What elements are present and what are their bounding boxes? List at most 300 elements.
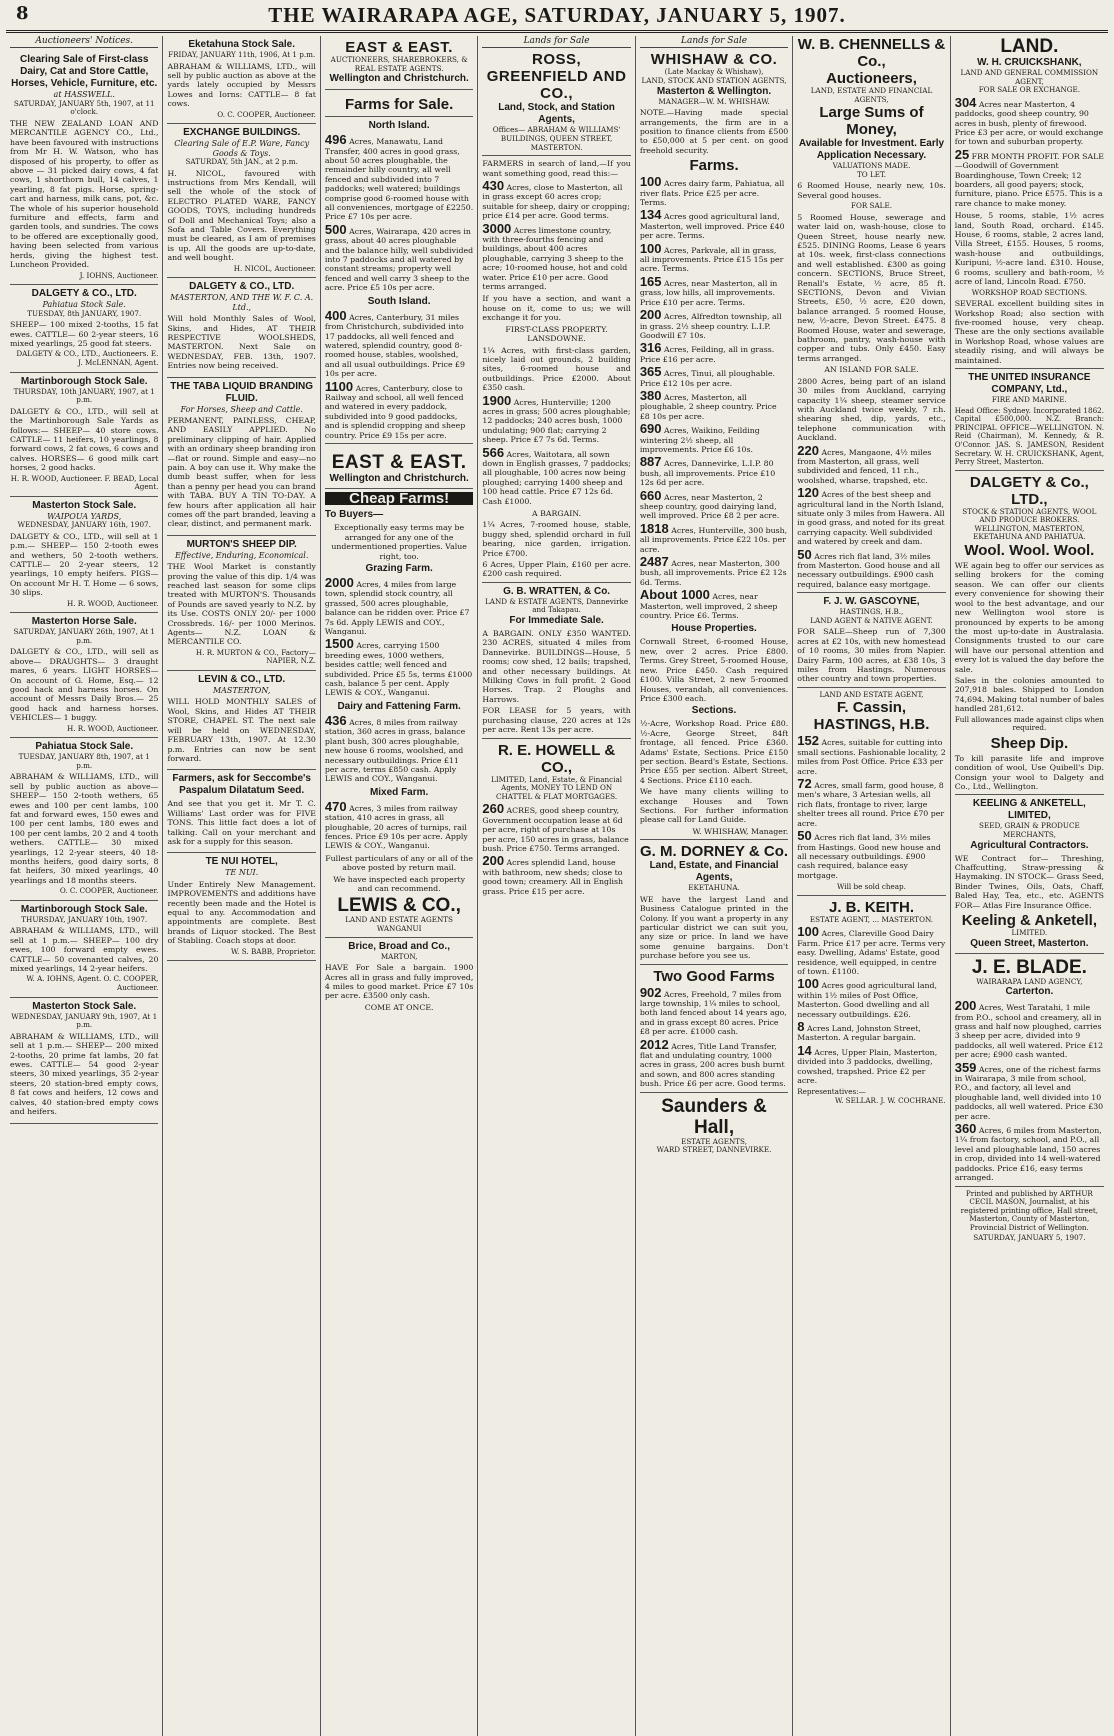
listing-lead: 1500 [324,636,354,652]
dalgety-subtitle: STOCK & STATION AGENTS, WOOL AND PRODUCE BROKERS. [962,506,1097,525]
notice-date: SATURDAY, JANUARY 26th, 1907, At 1 p.m. [13,627,155,645]
ross-greenfield-address: Offices— ABRAHAM & WILLIAMS' BUILDINGS, QUEEN STREET, MASTERTON. [492,125,621,152]
listing-lead: 496 [324,132,347,148]
notice-ad [10,613,158,738]
listing-text: Acres, Clareville Good Dairy Farm. Price £17 per acre. Terms very easy. Dwelling, Adams' Estate, good residence, well equipped, in centre of town. £1100. [797,929,946,976]
listing-text: Acres, Mangaone, 4½ miles from Masterton, all grass, well subdivided and fenced, 11 r.h., woolshed, wharse, trapshed, etc. [797,447,932,485]
listing-lead: 260 [482,801,505,817]
immediate-sale-heading: For Immediate Sale. [509,615,604,627]
listing-item [639,307,788,340]
listing-text: Acres, near Masterton, all in grass, low hills, all improvements. Price £10 per acre. Terms. [639,278,778,307]
listing-item [482,220,630,292]
listing-text: Acres, Waikino, Feilding wintering 2½ sheep, all improvements. Price £6 10s. [639,426,760,454]
notice-title: Clearing Sale of First-class Dairy, Cat and Store Cattle, Horses, Vehicle, Furniture, etc. [11,54,158,90]
workshop-text: SEVERAL excellent building sites in Workshop Road; also section with five-roomed house, very cheap. These are the only sections available in Workshop Road, whose values are steadily rising, and will always be maintained. [954,299,1105,365]
exchange-heading: FOR SALE OR EXCHANGE. [978,85,1081,95]
listing-text: Acres, near Masterton, well improved, 2 sheep country. Price £6. Terms. [639,592,778,621]
blade-title: J. E. BLADE. [971,956,1087,978]
listing-text: Acres good agricultural land, within 1½ miles of Post Office, Masterton. Good dwelling and all necessary outbuildings. £26. [797,981,937,1019]
notice-body: SHEEP— 100 mixed 2-tooths, 15 fat ewes. CATTLE— 60 2-year steers, 16 mixed yearlings, 25 good fat steers. [10,320,159,348]
listing-text: Acres, close to Masterton, all in grass except 60 acres crop; suitable for sheep, dairy or cropping; price £14 per acre. Good terms. [482,183,630,221]
listing-text: Acres good agricultural land, Masterton, well improved. Price £40 per acre. Terms. [639,212,785,241]
section-head: Auctioneers' Notices. [10,36,158,48]
notice-body: ABRAHAM & WILLIAMS, LTD., will sell at 1 p.m.— SHEEP— 200 mixed 2-tooths, 20 prime fat lambs, 20 fat ewes. CATTLE— 54 good 2-year steers, 30 mixed yearlings, 35 2-year steers, 20 station-bred empty cows, 8 fat cows and heifers, 12 cows and calves, 40 station-bred empty cows and heifers. [10,1031,159,1117]
notice-signature: W. A. IOHNS, Agent. O. C. COOPER, Auctioneer. [26,974,159,993]
notice-ad [10,901,158,998]
listing-item [482,392,631,445]
notice-subtitle: Effective, Enduring, Economical. [174,550,309,560]
keeling-subtitle: SEED, GRAIN & PRODUCE MERCHANTS, [979,821,1080,839]
fuller-particulars: Fullest particulars of any or all of the above posted by return mail. [325,853,474,873]
whishaw-place: Masterton & Wellington. [656,85,772,97]
listing-lead: 360 [954,1121,977,1137]
listing-item [639,387,788,421]
listing-lead: 316 [639,340,662,356]
listing-lead: 430 [482,178,505,193]
listing-item [954,1059,1104,1121]
listing-lead: 359 [954,1059,977,1075]
notice-body: THE NEW ZEALAND LOAN AND MERCANTILE AGENCY CO., Ltd., have been favoured with instructions from Mr H. W. Watson, who has disposed of his property, to offer as above — 31 picked dairy cows, 4 fat cows, 1 shorthorn bull, 14 calves, 1 yearling, 8 fat pigs. Horse, spring-cart and harness, milk cans, pot, &c. The whole of his superior household furniture and effects, farm and garden tools, and sundries. The cows to be offered are exceptionally good, having been selected from various herds, giving the highest test. Luncheon Provided. [10,119,159,270]
listing-lead: 887 [639,454,662,470]
cassin-place: HASTINGS, H.B. [813,716,930,734]
bargain-heading: A BARGAIN. [532,509,582,518]
more-listings [482,392,631,506]
listing-item [324,712,473,784]
mixed-listings [324,798,473,851]
notice-ad [10,497,158,613]
keith-title: J. B. KEITH. [828,898,914,916]
chennells-subtitle: Auctioneers, [826,70,917,87]
listing-text: Acres Land, Johnston Street, Masterton. A regular bargain. [797,1023,921,1043]
island-heading: AN ISLAND FOR SALE. [824,365,919,375]
listing-lead: 1818 [639,520,669,536]
keeling2-title: Keeling & Anketell, [961,912,1098,929]
listing-text: Acres, Tinui, all ploughable. Price £12 10s per acre. [639,369,776,388]
section-head: Lands for Sale [640,36,788,48]
firm-subtitle: AUCTIONEERS, SHAREBROKERS, & REAL ESTATE AGENTS. [330,55,468,73]
notice-body: And see that you get it. Mr T. C. Williams' Last order was for FIVE TONS. This little fact does a lot of talking. Call on your merchant and ask for a supply for this season. [167,799,316,846]
listing-text: Acres, Manawatu, Land Transfer, 400 acres in good grass, about 50 acres ploughable, the remainder hilly country, all well fenced and subdivided into 7 paddocks; well watered; buildings comprise good 6-roomed house with all conveniences, mortgage of £2250. Price £7 10s per acre. [324,137,474,222]
listing-item [639,364,788,388]
dalgety-title: DALGETY & Co., LTD., [969,473,1089,508]
auction-notices [10,51,158,1123]
listing-text: Acres, Parkvale, all in grass, all improvements. Price £15 15s per acre. Terms. [639,245,784,274]
representatives-names: W. SELLAR. J. W. COCHRANE. [834,1096,946,1105]
lease-text: FOR LEASE for 5 years, with purchasing clause, 220 acres at 12s per acre. Rent 13s per acre. [482,706,631,735]
two-farms-heading: Two Good Farms [653,967,775,985]
listing-item [482,444,631,506]
listing-text: Acres of the best sheep and agricultural land in the North Island, situate only 3 miles from Hawera. All in good grass, and noted for its great carrying capacity. Well subdivided and watered by creek and dam. [797,490,945,547]
listing-item [482,853,630,896]
first-class-heading: FIRST-CLASS PROPERTY. [505,324,608,334]
keeling2-subtitle: LIMITED. [1011,928,1048,937]
notice-body: ABRAHAM & WILLIAMS, LTD., will sell at 1 p.m.— SHEEP— 100 dry ewes, 100 forward empty ewes. CATTLE— 50 covenanted calves, 20 mixed yearlings, 14 2-year heifers. [10,926,159,974]
to-let-text: 6 Roomed House, nearly new, 10s. Several good houses. [797,181,946,200]
listing-text: Acres, one of the richest farms in Wairarapa, 3 mile from school, P.O., and factory, all level and ploughable land, well divided into 10 paddocks, all well watered. Price £30 per acre. [954,1064,1104,1121]
cassin-pre: LAND AND ESTATE AGENT, [819,689,924,699]
keith-subtitle: ESTATE AGENT, ... MASTERTON. [809,914,934,924]
dorney-subtitle: Land, Estate, and Financial Agents, [649,860,779,884]
listing-lead: 690 [639,421,662,437]
wratten-subtitle: LAND & ESTATE AGENTS, Dannevirke and Takapau. [485,596,629,615]
notice-ad [167,671,315,770]
listing-lead: 470 [324,798,347,814]
listing-lead: 2000 [324,575,354,590]
listing-lead: 2487 [639,554,669,570]
imprint: Printed and published by ARTHUR CECIL MASON, Journalist, at his registered printing office, Hall street, Masterton, County of Masterton, Provincial District of Wellington. [960,1188,1099,1232]
cassin-sign: Will be sold cheap. [837,882,906,892]
keeling-text: WE Contract for— Threshing, Chaffcutting, Straw-pressing & Haymaking. IN STOCK— Grass Seed, Binder Twines, Oils, Oats, Chaff, Baled Hay, Tea, etc., etc. AGENTS FOR— Atlas Fire Insurance Office. [954,853,1105,910]
notice-ad [167,36,315,124]
notice-subtitle: MASTERTON, [212,686,271,696]
sections-heading: Sections. [691,705,737,717]
listing-lead: 3000 [482,220,512,236]
listing-lead: 365 [639,364,662,380]
notice-body: Will hold Monthly Sales of Wool, Skins, and Hides, AT THEIR RESPECTIVE WOOLSHEDS, MASTERTON. Next Sale on WEDNESDAY, FEB. 13th, 1907. Entries now being received. [167,314,316,371]
notice-body: WILL HOLD MONTHLY SALES of Wool, Skins, and Hides AT THEIR STORE, CHAPEL ST. The next sale will be held on WEDNESDAY, FEBRUARY 13th, 1907. At 12.30 p.m. Entries can now be sent forward. [167,697,316,763]
farmers-intro: FARMERS in search of land,—If you want something good, read this:— [482,159,631,178]
notice-date: TUESDAY, 8th JANUARY, 1907. [27,308,142,318]
listing-item [639,273,788,307]
listing-lead: 152 [797,733,819,749]
listing-lead: 660 [639,487,662,503]
notice-ad [167,124,315,278]
listing-text: Acres, suitable for cutting into small sections. Fashionable locality, 2 miles from Post Office. Price £33 per acre. [797,738,946,776]
island-text: 2800 Acres, being part of an island 30 miles from Auckland, carrying capacity 1¼ sheep, steamer service with Auckland twice weekly, 7 r.h. shearing shed, dip, yards, etc., telephone communication with Auckland. [797,376,946,443]
notice-body: ABRAHAM & WILLIAMS, LTD., will sell by public auction as above at the yards lately occupied by Messrs Lowes and Iorns: CATTLE— 8 fat cows. [167,61,316,109]
notice-subtitle: Clearing Sale of E.P. Ware, Fancy Goods & Toys. [174,139,310,158]
notice-signature: H. R. MURTON & CO., Factory—NAPIER, N.Z. [195,647,316,666]
blade-listings [954,998,1104,1183]
notice-title: TE NUI HOTEL, [205,856,278,868]
listing-item [797,776,945,828]
listing-lead: 200 [482,853,505,869]
brice-subtitle: MARTON, [380,951,418,961]
listing-text: Acres, Hunterville, 300 bush, all improvements. Price £22 10s. per acre. [639,525,788,554]
inspected-note: We have inspected each property and can recommend. [333,874,466,893]
buyers-text: Exceptionally easy terms may be arranged for any one of the undermentioned properties. Value right, too. [331,523,467,561]
listing-text: Acres, Wairarapa, 420 acres in grass, about 40 acres ploughable and the balance hilly, well subdivided into 7 paddocks and all watered by constant streams; property well fenced and well carry 3 sheep to the acre. Price £5 10s per acre. [324,226,474,293]
listing-item [797,485,945,547]
notice-date: SATURDAY, 5th JAN., at 2 p.m. [185,157,298,167]
notice-subtitle: MASTERTON, AND THE W. F. C. A. Ltd., [170,293,314,312]
valuations: VALUATIONS MADE. [832,161,911,171]
listing-item [797,546,945,590]
listing-item [639,520,788,554]
notice-title: DALGETY & CO., LTD. [31,288,137,300]
listing-item [954,146,1104,208]
notice-ad [10,373,158,497]
sales-figures: Sales in the colonies amounted to 207,918 bales. Shipped to London 74,694. Making total number of bales handled 281,612. [954,675,1105,714]
listing-item [639,207,788,241]
imprint-date: SATURDAY, JANUARY 5, 1907. [973,1233,1086,1243]
notice-signature: O. C. COOPER, Auctioneer. [59,886,159,896]
listing-lead: 25 [954,146,970,162]
sections-text: ½-Acre, Workshop Road. Price £80. ½-Acre, George Street, 84ft frontage, all fenced. Price £360. Adams' Estate, Sections. Price £150 per section. Beard's Estate, Sections. Price £55 per section. Albert Street, 4 Sections. Price £110 each. [639,719,789,785]
columns [6,36,1108,1736]
listing-text: Acres, 8 miles from railway station, 360 acres in grass, balance plant bush, 300 acres ploughable, new house 6 rooms, woolshed, and necessary outbuildings. Price £11 per acre, terms £850 cash. Apply LEWIS and COY., Wanganui. [324,717,466,784]
notice-title: Masterton Horse Sale. [31,616,137,628]
listing-item [639,421,788,454]
notice-title: Masterton Stock Sale. [32,499,137,511]
wratten-title: G. B. WRATTEN, & Co. [503,585,611,597]
listing-lead: 100 [639,174,662,190]
masthead [6,0,1108,33]
listing-item [639,1036,788,1089]
listing-lead: 566 [482,444,505,460]
lansdowne-heading: LANSDOWNE. [527,334,586,344]
listing-item [639,340,788,364]
notice-subtitle: at HASSWELL. [53,90,115,100]
cheap-farms-banner: Cheap Farms! [325,492,473,505]
brice-end: COME AT ONCE. [364,1002,434,1012]
notice-date: THURSDAY, 10th JANUARY, 1907, at 1 p.m. [13,386,155,405]
listing-text: Acres, Hunterville; 1200 acres in grass; 500 acres ploughable; 12 paddocks; 240 acres bush, 1000 undulating; 900 flat; carrying 2 sheep. Price £7 7s 6d. Terms. [482,397,631,445]
notice-signature: W. S. BABB, Proprietor. [231,946,316,956]
listing-item [324,132,474,222]
for-sale-items: 5 Roomed House, sewerage and water laid on, wash-house, close to Queen Street, house nearly new. £525. DINING Rooms, Lease 6 years at 10s. week, first-class connections and well established. £300 as going concern. SECTIONS, Bruce Street, Renall's Estate, ½ acre, 85 ft. SECTIONS, Devon and Vivian Streets, £50, ½ acre, £20 down, balance arranged. 5 roomed House, new, ½-acre, Devon Street. £475. 8 Roomed House, water and sewerage, bathroom, pantry, wash-house with copper and tubs. Only £450. Easy terms arranged. [797,212,946,363]
notice-body: Under Entirely New Management. IMPROVEMENTS and additions have recently been made and the Hotel is equal to any. Accommodation and appointments are complete. Best brands of Liquor stocked. The Best of Stabling. Coach stops at door. [167,879,316,946]
listing-text: Acres, Alfredton township, all in grass. 2½ sheep country. L.I.P. Goodwill £7 10s. [639,312,782,340]
notice-signature: H. R. WOOD, Auctioneer. [66,598,159,608]
united-insurance-title: THE UNITED INSURANCE COMPANY, Ltd., [968,371,1091,395]
workshop-heading: WORKSHOP ROAD SECTIONS. [971,287,1087,297]
listing-text: Acres near Masterton, 4 paddocks, good sheep country, 90 acres in bush, plenty of firewood. Price £3 per acre, or would exchange for town and suburban property. [954,99,1104,147]
notice-title: MURTON'S SHEEP DIP. [186,538,297,550]
cassin-title: F. Cassin, [836,699,907,717]
listing-lead: 304 [954,94,977,110]
whishaw-sign: W. WHISHAW, Manager. [692,826,789,836]
notice-body: PERMANENT, PAINLESS, CHEAP, AND EASILY APPLIED. No preliminary clipping of hair. Applied with an ordinary sheep branding iron—flat or round. Simple and easy—no pain. A boy can use it. Why make the dumb beast suffer, when for less than a penny per head you can brand with TABA. BUY A TIN TO-DAY. A few hours after application all hair comes off the part branded, leaving a clear, distinct, and permanent mark. [167,415,316,529]
listing-lead: 220 [797,442,819,458]
listing-text: Acres, Waitotara, all sown down in English grasses, 7 paddocks; all ploughable, 100 acres now being ploughed; carrying 1400 sheep and 100 head cattle. Price £7 12s 6d. Cash £1000. [482,449,631,506]
listing-text: ACRES, good sheep country, Government occupation lease at 6d per acre, right of purchase at 10s per acre, 150 acres in grass, balance bush. Price £750. Terms arranged. [482,806,629,853]
north-island-listings [324,132,474,293]
listing-text: Acres, 4 miles from large town, splendid stock country, all grassed, 500 acres ploughable, balance can be ridden over. Price £7 7s 6d. Apply LEWIS and COY., Wanganui. [324,580,470,637]
dalgety-place: WELLINGTON, MASTERTON, EKETAHUNA AND PAHIATUA. [973,523,1086,542]
notice-subtitle: Pahiatua Stock Sale. [42,300,126,310]
notice-ad [10,51,158,285]
listing-lead: 380 [639,387,662,403]
united-insurance-text: Head Office: Sydney. Incorporated 1862. Capital £500,000. N.Z. Branch: PRINCIPAL OFFICE—WELLINGTON. N. Reid (Chairman), M. Kennedy, & R. O'Connor. JAS. S. JAMESON, Resident Secretary. W. H. CRUICKSHANK, Agent, Perry Street, Masterton. [954,405,1105,467]
newspaper-title: THE WAIRARAPA AGE, SATURDAY, JANUARY 5, 1907. [268,2,846,27]
listing-item [639,984,788,1037]
listing-lead: 100 [639,240,662,256]
notice-body: ABRAHAM & WILLIAMS, LTD., will sell by public auction as above— SHEEP— 150 2-tooth wethers, 65 ewes and 100 per cent lambs, 100 fat and forward ewes, 150 ewes and 100 per cent lambs, 180 ewes and 100 per cent lambs, 20 2 and 4 tooth wethers. CATTLE— 30 mixed yearlings, 12 2-year steers, 40 18-months heifers, good dairy sorts, 8 fat heifers, 30 mixed yearlings, 40 yearlings and 18 months steers. [10,772,159,885]
listing-item [324,307,473,379]
column-7 [951,36,1108,1736]
listing-lead: 72 [797,776,812,792]
column-4 [478,36,635,1736]
section-head: Lands for Sale [482,36,630,48]
lewis-title: LEWIS & CO., [337,895,461,917]
notice-date: SATURDAY, JANUARY 5th, 1907, at 11 o'clock. [13,98,155,117]
notice-signature: H. R. WOOD, Auctioneer. [66,723,159,733]
listing-lead: 50 [797,828,812,844]
listing-item [797,442,945,486]
listing-item [954,94,1104,147]
lansdowne-text: 1¼ Acres, with first-class garden, nicely laid out grounds, 2 building sites, 6-roomed house and outbuildings. Price £2000. About £350 cash. [482,345,631,393]
listing-lead: About 1000 [639,587,710,603]
chennells-title: W. B. CHENNELLS & Co., [797,36,946,70]
immediate-sale-text: A BARGAIN. ONLY £350 WANTED. 230 ACRES, situated 4 miles from Dannevirke. BUILDINGS—House, 5 rooms; cow shed, 12 bails; trapshed, and other necessary buildings. At Milking Cows in full profit. 2 Good Horses. Trap. 2 Ploughs and Harrows. [482,629,631,704]
listing-lead: 50 [797,546,812,562]
listing-item [797,1018,945,1043]
listing-lead: 134 [639,207,662,223]
ross-greenfield-title: ROSS, GREENFIELD AND CO., [486,51,627,103]
listing-text: Acres, Feilding, all in grass. Price £16 per acre. [639,345,775,364]
exchange-listings [954,94,1104,208]
listing-item [797,733,946,776]
listing-lead: 2012 [639,1036,669,1052]
notice-title: Farmers, ask for Seccombe's Paspalum Dilatatum Seed. [172,773,311,797]
gascoyne-subtitle: HASTINGS, H.B., [839,607,904,617]
listing-text: Acres splendid Land, house with bathroom, new sheds; close to good town; creamery. All in English grass. Price £15 per acre. [482,858,624,896]
notice-title: EXCHANGE BUILDINGS. [183,127,301,139]
notice-ad [167,278,315,377]
saunders-address: WARD STREET, DANNEVIRKE. [656,1145,772,1155]
listing-text: Acres, Canterbury, 31 miles from Christchurch, subdivided into 17 paddocks, all well fenced and watered, splendid country, good 8-roomed house, stables, woolshed, and all usual outbuildings. Price £9 10s per acre. [324,312,465,379]
gascoyne-text: FOR SALE—Sheep run of 7,300 acres at £2 10s, with new homestead of 10 rooms, 30 miles from Napier. Dairy Farm, 100 acres, at £38 10s, 3 miles from Hastings. Numerous other country and town properties. [797,627,946,684]
listing-item [954,998,1104,1060]
dorney-place: EKETAHUNA. [688,883,740,893]
notice-signature: H. R. WOOD, Auctioneer. F. BEAD, Local Agent. [10,473,159,492]
keeling-title: KEELING & ANKETELL, LIMITED, [972,798,1086,822]
listing-lead: 400 [324,307,347,323]
listing-item [482,178,630,221]
clients-notice: We have many clients willing to exchange Houses and Town Sections. For further information please call for Land Guide. [639,787,789,825]
notice-title: Martinborough Stock Sale. [20,903,148,915]
listing-text: Acres, Freehold, 7 miles from large township, 1¼ miles to school, both land fenced about 14 years ago, and in grass except 80 acres. Price £8 per acre. £1000 cash. [639,989,787,1037]
farms-heading: Farms. [689,157,739,175]
keeling2-place: Queen Street, Masterton. [970,937,1089,949]
howell-title: R. E. HOWELL & CO., [497,741,616,776]
firm-place: Wellington and Christchurch. [329,73,469,85]
cruickshank-desc: LAND AND GENERAL COMMISSION AGENT, [960,68,1099,86]
listing-text: Acres, Canterbury, close to Railway and school, all well fenced and watered in every paddock, subdivided into 9 good paddocks, and is splendid cropping and sheep country. Price £9 15s per acre. [324,383,466,440]
wool-text: WE again beg to offer our services as selling brokers for the coming season. We can offer our clients every convenience for showing their wool to the best advantage, and our new Wellington wool store is pronounced by experts to be among the most up-to-date in Australasia. Consignments trusted to our care will have our personal attention and every lot is valued the day before the sale. [954,561,1105,674]
dairy-listings [324,712,473,784]
listing-item [324,221,474,293]
column-3 [321,36,478,1736]
listing-lead: 14 [797,1042,812,1058]
notice-subtitle: WAIPOUA YARDS, [47,511,122,521]
listing-lead: 8 [797,1018,805,1034]
notice-body: H. NICOL, favoured with instructions from Mrs Kendall, will sell the whole of the stock of ELECTRO PLATED WARE, FANCY GOODS, TOYS, including hundreds of Doll and Mechanical Toys; also a Sofa and Table Covers. Everything must be cleared, as I am of premises is up. All the goods are up-to-date, and well bought. [167,168,316,263]
lewis-subtitle: LAND AND ESTATE AGENTS WANGANUI [345,915,453,933]
east-and-east-ad [325,36,473,90]
exchange-notice: If you have a section, and want a house on it, come to us; we will exchange it for you. [482,294,631,323]
notice-signature: O. C. COOPER, Auctioneer. [217,109,316,119]
notice-ad [167,770,315,853]
whishaw-farm-listings [639,174,788,621]
north-island-heading: North Island. [368,120,430,132]
listing-lead: 1100 [324,378,354,394]
listing-text: Acres, Upper Plain, Masterton, divided into 3 paddocks, dwelling, cowshed, trapshed. Price £2 per acre. [797,1047,938,1085]
stock-sale-notices [167,36,315,961]
listing-lead: 902 [639,984,662,1000]
notice-date: WEDNESDAY, JANUARY 16th, 1907. [17,520,151,530]
howell-listings [482,801,630,896]
page-number: 8 [16,3,29,24]
notice-signature: J. IOHNS, Auctioneer. [79,270,159,280]
money-heading: Large Sums of Money, [819,104,924,139]
notice-date: WEDNESDAY, JANUARY 9th, 1907, At 1 p.m. [11,1011,158,1030]
listing-item [324,798,473,851]
notice-signature: H. NICOL, Auctioneer. [233,263,316,273]
united-insurance-subtitle: FIRE AND MARINE. [991,394,1067,404]
column-2 [163,36,320,1736]
notice-date: THURSDAY, JANUARY 10th, 1907. [21,914,148,924]
farms-for-sale-heading: Farms for Sale. [344,96,454,114]
listing-lead: 100 [797,976,819,992]
money-subtitle: Available for Investment. Early Application Necessary. [798,138,945,162]
two-farms-listings [639,984,788,1089]
column-5 [636,36,793,1736]
listing-text: Acres, near Masterton, 2 sheep country, good dairying land, well improved. Price £8 2 per acre. [639,492,780,521]
keith-listings [797,924,946,1085]
howell-subtitle: LIMITED, Land, Estate, & Financial Agents, MONEY TO LEND ON CHATTEL & FLAT MORTGAGES. [491,774,623,801]
listing-lead: 120 [797,485,819,501]
listing-text: Acres, Dannevirke, L.I.P. 80 bush, all improvements. Price £10 12s 6d per acre. [639,459,776,488]
listing-item [797,976,945,1019]
listing-lead: 1900 [482,392,512,408]
south-island-listings [324,307,473,440]
ross-greenfield-subtitle: Land, Stock, and Station Agents, [498,102,615,126]
chennells-listings [797,442,945,590]
dorney-title: G. M. DORNEY & Co. [640,843,789,861]
grazing-heading: Grazing Farm. [365,563,433,574]
notice-ad [167,378,315,536]
buyers-heading: To Buyers— [324,509,384,521]
south-island-heading: South Island. [367,295,431,307]
to-let-heading: TO LET. [856,169,886,179]
listing-text: Acres, 6 miles from Masterton, 1¼ from factory, school, and P.O., all level and ploughable land, 150 acres in crop, divided into 14 well-watered paddocks. Price £16, easy terms arranged. [954,1126,1102,1183]
listing-text: Acres, Masterton, all ploughable, 2 sheep country. Price £8 10s per acre. [639,392,777,421]
notice-title: Masterton Stock Sale. [32,1000,137,1012]
notice-subtitle: TE NUI. [225,868,259,878]
listing-lead: 200 [639,307,662,323]
column-6 [793,36,950,1736]
dorney-text: WE have the largest Land and Business Catalogue printed in the Colony. If you want a property in any particular district we can suit you, any size or price. In land we have some genuine bargains. Don't purchase before you see us. [639,894,789,961]
listing-item [954,1121,1104,1183]
dairy-heading: Dairy and Fattening Farm. [337,700,461,712]
for-sale-heading: FOR SALE. [850,201,892,211]
wool-heading: Wool. Wool. Wool. [964,542,1095,560]
notice-title: THE TABA LIQUID BRANDING FLUID. [170,380,314,404]
blade-place: Carterton. [1005,986,1054,998]
cassin-listings [797,733,946,880]
brice-title: Brice, Broad and Co., [348,940,450,952]
cruickshank-name: W. H. CRUICKSHANK, [977,57,1082,68]
listing-item [639,554,788,587]
notice-signature: DALGETY & CO., LTD., Auctioneers. E. J. McLENNAN, Agent. [16,349,159,367]
notice-ad [10,738,158,901]
listing-item [639,587,788,621]
listing-text: Acres, West Taratahi, 1 mile from P.O., school and creamery, all in grass and half now ploughed, carries 3 sheep per acre, divided into 9 paddocks, all well watered. Price £12 per acre; £900 cash wanted. [954,1003,1104,1060]
notice-ad [167,536,315,671]
listing-text: Acres, Title Land Transfer, flat and undulating country, 1000 acres in grass, 200 acres bush burnt and sown, and 800 acres standing bush. Price £6 per acre. Good terms. [639,1041,786,1089]
saunders-subtitle: ESTATE AGENTS, [681,1136,747,1146]
house-properties-heading: House Properties. [671,623,757,635]
listing-text: Acres rich flat land, 3½ miles from Hastings. Good new house and all necessary outbuildings. £900 cash required, balance easy mortgage. [797,833,941,880]
listing-item [639,240,788,274]
representatives-label: Representatives:— [797,1087,866,1097]
whishaw-note: NOTE.—Having made special arrangements, the firm are in a position to finance clients from £500 to £50,000 at 5 per cent. on good freehold security. [639,108,789,155]
house-sales: House, 5 rooms, stable, 1½ acres land, South Road, orchard. £145. House, 6 rooms, stable, 2 acres land, Villa Street, £155. Houses, 5 rooms, wash-house and outbuildings, Kuripuni, ½-acre land. £310. House, 6 rooms, scullery and bath-room, ½ acre of land, Lincoln Road. £750. [954,211,1105,287]
listing-text: Acres, near Masterton, 300 bush, all improvements. Price £2 12s 6d. Terms. [639,559,787,587]
listing-lead: 436 [324,712,347,728]
